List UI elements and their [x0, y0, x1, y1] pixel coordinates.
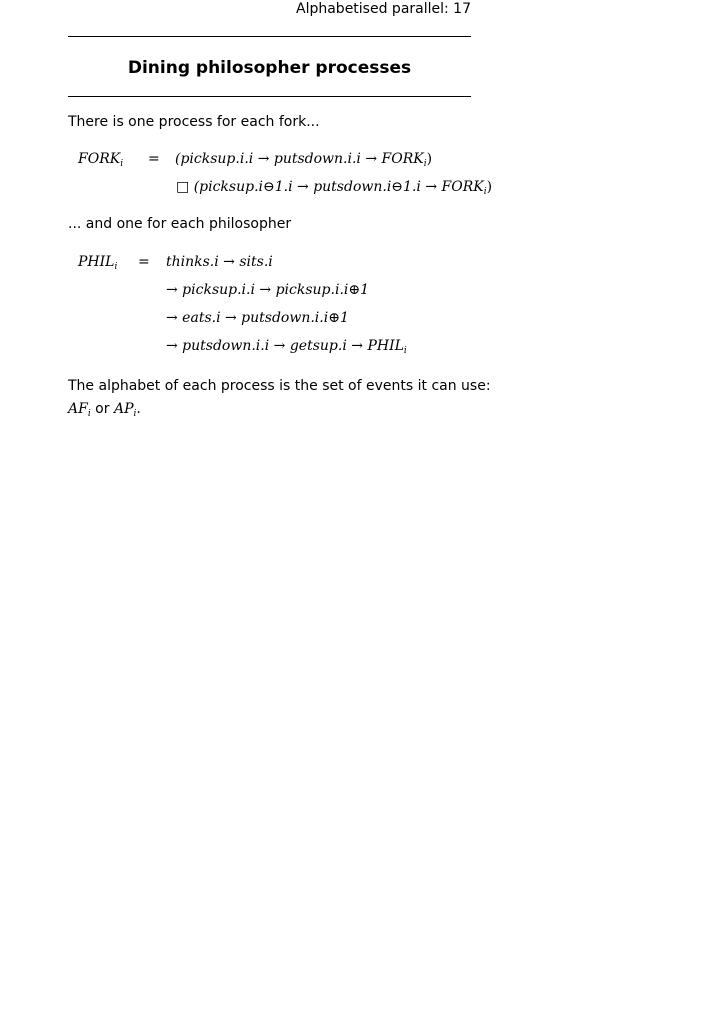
intro-text: There is one process for each fork... — [68, 114, 320, 130]
philosopher-intro-text: ... and one for each philosopher — [68, 216, 292, 232]
bottom-rule — [68, 96, 471, 97]
phil-line-1: thinks.i → sits.i — [166, 254, 273, 270]
phil-equals: = — [138, 254, 150, 270]
alphabet-symbols: $AF_i$ or $AP_i$. — [68, 401, 141, 419]
fork-rhs-line-1: (picksup.i.i → putsdown.i.i → $FORK_i$) — [175, 151, 433, 169]
ap-symbol: $AP_i$ — [113, 401, 137, 419]
phil-line-3: → eats.i → putsdown.i.i⊕1 — [166, 310, 349, 326]
fork-equals: = — [148, 151, 160, 167]
fork-lhs: $FORK_i$ — [78, 151, 124, 169]
phil-lhs: $PHIL_i$ — [78, 254, 118, 272]
running-head: Alphabetised parallel: 17 — [296, 1, 471, 17]
slide-title: Dining philosopher processes — [127, 58, 412, 78]
af-symbol: $AF_i$ — [68, 401, 91, 419]
phil-line-4: → putsdown.i.i → getsup.i → $PHIL_i$ — [166, 338, 407, 356]
external-choice-symbol: □ — [176, 179, 190, 195]
top-rule — [68, 36, 471, 37]
phil-line-2: → picksup.i.i → picksup.i.i⊕1 — [166, 282, 370, 298]
alphabet-text: The alphabet of each process is the set of events it can use: — [68, 378, 491, 394]
or-word: or — [95, 401, 110, 417]
fork-rhs-line-2: □ (picksup.i⊖1.i → putsdown.i⊖1.i → $FORK_i$) — [176, 179, 493, 197]
